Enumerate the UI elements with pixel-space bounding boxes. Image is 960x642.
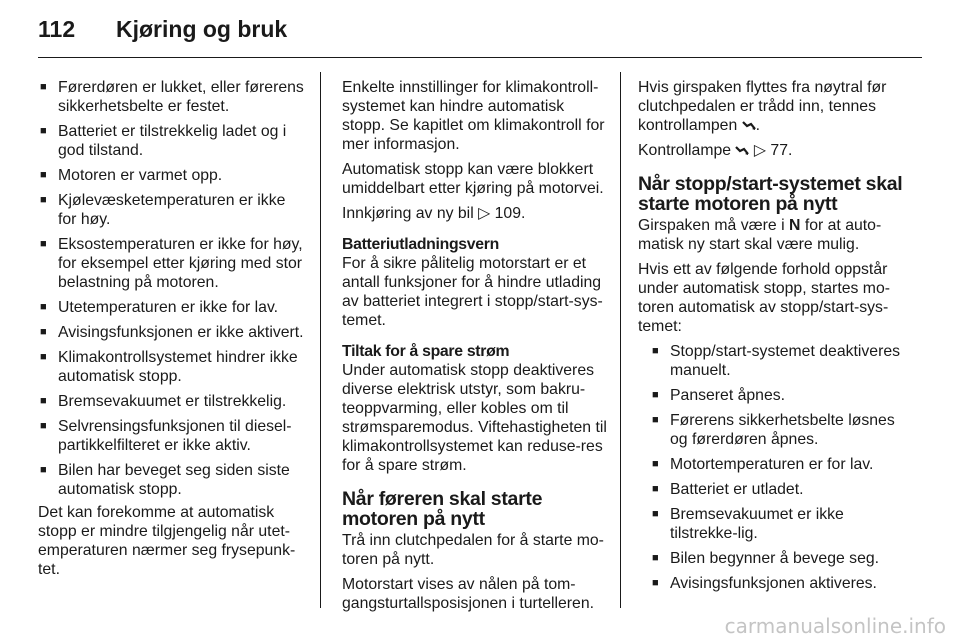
paragraph-text: for at auto-matisk ny start skal være mulig. [638,217,882,253]
reference-text: Kontrollampe [638,142,732,159]
column-1 [38,78,306,585]
gear-indicator-icon [742,121,756,131]
list-item: ■ Motoren er varmet opp. [38,166,306,185]
paragraph [638,216,904,254]
list-item: ■ Avisingsfunksjonen er ikke aktivert. [38,323,306,342]
paragraph: Det kan forekomme at automatisk stopp er mindre tilgjengelig når utet-emperaturen nærmer seg frysepunk-tet. [38,504,296,578]
list-item: ■ Eksostemperaturen er ikke for høy, for eksempel etter kjøring med stor belastning på motoren. [38,235,306,292]
paragraph: Trå inn clutchpedalen for å starte mo-toren på nytt. [342,532,604,568]
header-rule [38,57,922,58]
section-heading: Når stopp/start-systemet skal starte motoren på nytt [638,173,903,215]
paragraph-text: Hvis girspaken flyttes fra nøytral før clutchpedalen er trådd inn, tennes kontrollampen [638,79,887,134]
column-divider [320,72,321,608]
paragraph [638,141,904,160]
page-ref-icon: ▷ [753,142,767,159]
section-heading: Når føreren skal starte motoren på nytt [342,488,543,530]
condition-list [38,78,306,499]
paragraph [342,204,607,223]
page-ref: 109. [494,205,526,222]
gear-key: N [789,217,801,234]
list-item: ■ Bilen har beveget seg siden siste automatisk stopp. [38,461,306,499]
page-ref: 77. [770,142,793,159]
page-number: 112 [38,16,76,42]
list-item: ■ Stopp/start-systemet deaktiveres manuelt. [650,342,904,380]
list-item: ■ Panseret åpnes. [650,386,904,405]
subheading: Tiltak for å spare strøm [342,343,510,360]
paragraph: Enkelte innstillinger for klimakontroll-systemet kan hindre automatisk stopp. Se kapitlet om klimakontroll for mer informasjon. [342,79,605,153]
column-divider [620,72,621,608]
list-item: ■ Førerdøren er lukket, eller førerens sikkerhetsbelte er festet. [38,78,306,116]
list-item: ■ Bremsevakuumet er tilstrekkelig. [38,392,306,411]
page-title: Kjøring og bruk [116,16,288,42]
list-item: ■ Batteriet er utladet. [650,480,904,499]
column-2 [342,78,607,619]
list-item: ■ Klimakontrollsystemet hindrer ikke automatisk stopp. [38,348,306,386]
restart-condition-list [650,342,904,593]
paragraph: For å sikre pålitelig motorstart er et antall funksjoner for å hindre utlading av batteriet integrert i stopp/start-sys-temet. [342,255,603,329]
list-item: ■ Motortemperaturen er for lav. [650,455,904,474]
reference-text: Innkjøring av ny bil [342,205,474,222]
list-item: ■ Avisingsfunksjonen aktiveres. [650,574,904,593]
list-item: ■ Utetemperaturen er ikke for lav. [38,298,306,317]
page-ref-icon: ▷ [478,205,491,222]
list-item: ■ Batteriet er tilstrekkelig ladet og i god tilstand. [38,122,306,160]
paragraph: Hvis girspaken flyttes fra nøytral før clutchpedalen er trådd inn, tennes kontrollampen . [638,79,887,134]
subheading: Batteriutladningsvern [342,236,499,253]
list-item: ■ Førerens sikkerhetsbelte løsnes og førerdøren åpnes. [650,411,904,449]
paragraph: Hvis ett av følgende forhold oppstår under automatisk stopp, startes mo-toren automatisk av stopp/start-sys-temet: [638,261,890,335]
paragraph-text: Girspaken må være i [638,217,785,234]
watermark: carmanualsonline.info [724,614,946,638]
list-item: ■ Kjølevæsketemperaturen er ikke for høy. [38,191,306,229]
list-item: ■ Bilen begynner å bevege seg. [650,549,904,568]
paragraph: Under automatisk stopp deaktiveres diverse elektrisk utstyr, som bakru-teoppvarming, eller kobles om til strømsparemodus. Viftehastigheten til klimakontrollsystemet kan reduse-res for å spare strøm. [342,362,607,474]
column-3 [638,78,904,599]
paragraph: Automatisk stopp kan være blokkert umiddelbart etter kjøring på motorvei. [342,161,604,197]
gear-indicator-icon [735,146,749,156]
list-item: ■ Selvrensingsfunksjonen til diesel-partikkelfilteret er ikke aktiv. [38,417,306,455]
page-header [38,16,287,43]
paragraph: Motorstart vises av nålen på tom-gangsturtallsposisjonen i turtelleren. [342,576,595,612]
list-item: ■ Bremsevakuumet er ikke tilstrekke-lig. [650,505,904,543]
